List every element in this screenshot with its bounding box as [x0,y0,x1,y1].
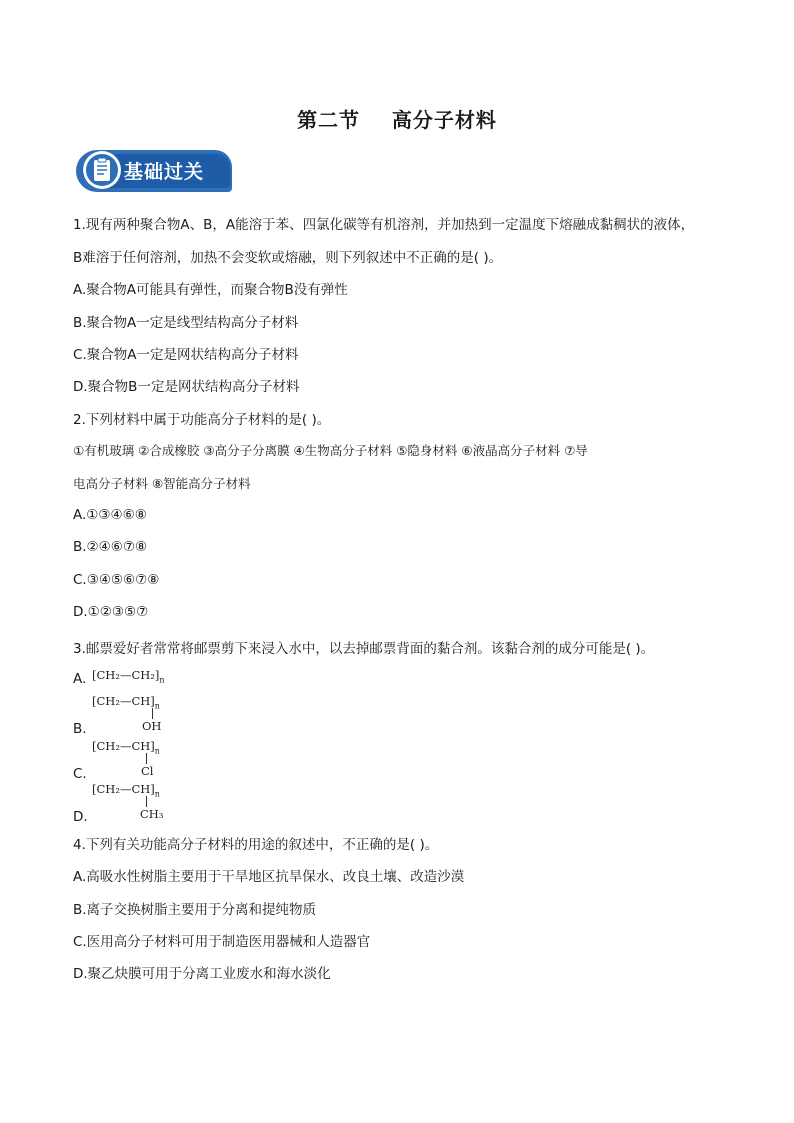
q2-option-c: C.③④⑤⑥⑦⑧ [73,572,160,588]
q3-option-c-label: C. [73,766,87,782]
q4-option-b: B.离子交换树脂主要用于分离和提纯物质 [73,902,317,918]
bond-line [146,796,147,807]
formula-b-chain: CH₂—CH [96,694,151,708]
clipboard-icon [82,150,122,190]
q2-list-line1: ①有机玻璃 ②合成橡胶 ③高分子分离膜 ④生物高分子材料 ⑤隐身材料 ⑥液晶高分子材料 ⑦导 [73,443,588,458]
bracket-close: ] [150,782,155,796]
bracket-open: [ [92,694,97,708]
q4-option-d: D.聚乙炔膜可用于分离工业废水和海水淡化 [73,966,331,982]
q1-option-a: A.聚合物A可能具有弹性，而聚合物B没有弹性 [73,282,348,298]
formula-c-chain: CH₂—CH [96,739,151,753]
q3-stem: 3.邮票爱好者常常将邮票剪下来浸入水中，以去掉邮票背面的黏合剂。该黏合剂的成分可能是( )。 [73,641,655,657]
formula-a-chain: CH₂—CH₂ [96,668,155,682]
bond-line [146,753,147,764]
formula-b-n: n [154,701,160,711]
bracket-open: [ [92,739,97,753]
q3-substituent-b: OH [142,719,162,733]
q1-stem-line1: 1.现有两种聚合物A、B，A能溶于苯、四氯化碳等有机溶剂，并加热到一定温度下熔融成黏稠状的液体， [73,217,695,233]
bracket-open: [ [92,668,97,682]
q3-formula-c [92,739,160,755]
q3-formula-a [92,668,165,684]
q1-option-d: D.聚合物B一定是网状结构高分子材料 [73,379,300,395]
q3-option-d-label: D. [73,809,88,825]
bracket-close: ] [154,668,160,682]
formula-c-n: n [154,746,160,756]
q3-formula-d [92,782,160,798]
q4-option-a: A.高吸水性树脂主要用于干旱地区抗旱保水、改良土壤、改造沙漠 [73,869,465,885]
formula-d-chain: CH₂—CH [96,782,151,796]
banner-label: 基础过关 [124,161,205,183]
q1-option-c: C.聚合物A一定是网状结构高分子材料 [73,347,299,363]
q3-option-b-label: B. [73,721,87,737]
section-banner [76,148,236,194]
q2-option-d: D.①②③⑤⑦ [73,604,149,620]
q3-option-a-label: A. [73,671,87,687]
q3-substituent-d: CH₃ [140,807,164,821]
q1-option-b: B.聚合物A一定是线型结构高分子材料 [73,315,299,331]
q4-stem: 4.下列有关功能高分子材料的用途的叙述中，不正确的是( )。 [73,837,439,853]
q3-substituent-c: Cl [141,764,154,778]
q2-stem: 2.下列材料中属于功能高分子材料的是( )。 [73,412,331,428]
bond-line [152,708,153,719]
q1-stem-line2: B难溶于任何溶剂，加热不会变软或熔融，则下列叙述中不正确的是( )。 [73,250,503,266]
q3-formula-b [92,694,160,710]
formula-a-n: n [159,675,165,685]
bracket-close: ] [150,739,155,753]
q2-option-b: B.②④⑥⑦⑧ [73,539,148,555]
page-title: 第二节 高分子材料 [297,108,497,132]
formula-d-n: n [154,789,160,799]
bracket-open: [ [92,782,97,796]
q2-list-line2: 电高分子材料 ⑧智能高分子材料 [73,476,251,491]
q4-option-c: C.医用高分子材料可用于制造医用器械和人造器官 [73,934,371,950]
q2-option-a: A.①③④⑥⑧ [73,507,147,523]
bracket-close: ] [150,694,155,708]
